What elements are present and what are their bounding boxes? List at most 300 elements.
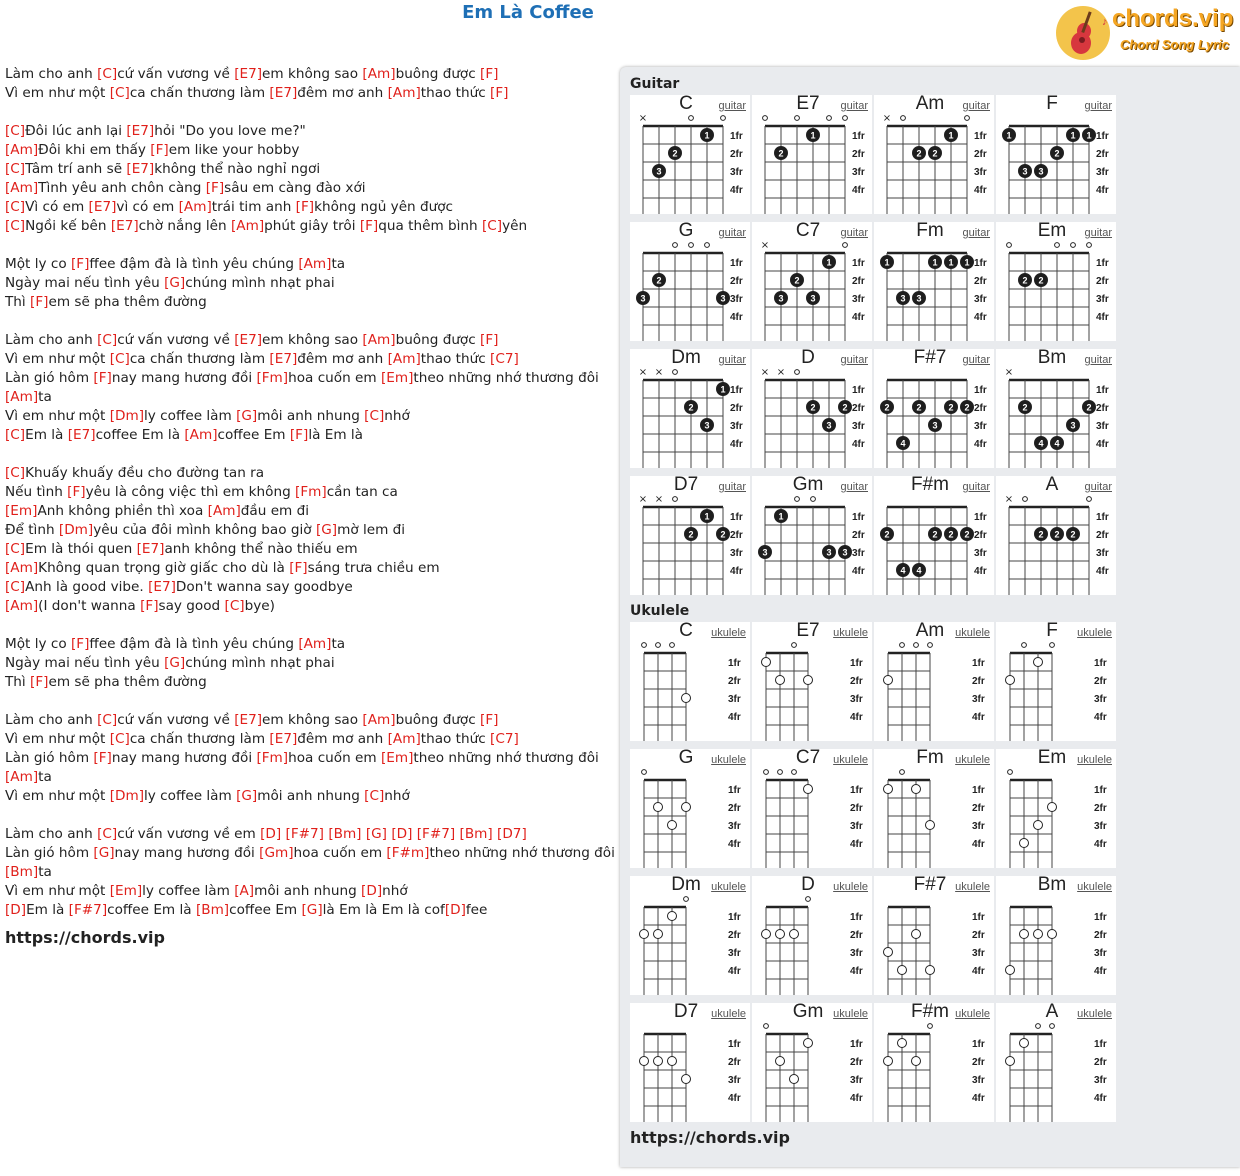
fret-number: 1fr [974, 512, 987, 523]
lyric-line [5, 407, 615, 426]
instrument-link[interactable]: guitar [718, 100, 746, 112]
fret-number: 3fr [728, 694, 741, 705]
chord-link[interactable]: [Fm] [295, 484, 327, 500]
chord-link[interactable]: [Am] [5, 598, 39, 614]
chord-link[interactable]: [Am] [298, 256, 332, 272]
instrument-link[interactable]: ukulele [1077, 881, 1112, 893]
chord-link[interactable]: [Am] [362, 332, 396, 348]
chord-name: Am [915, 93, 945, 114]
ukulele-chord-card[interactable] [996, 749, 1116, 868]
fret-number: 1fr [1096, 385, 1109, 396]
instrument-link[interactable]: ukulele [711, 881, 746, 893]
chord-link[interactable]: [F] [93, 750, 112, 766]
instrument-link[interactable]: guitar [718, 354, 746, 366]
finger-number: 2 [884, 529, 890, 540]
finger-number: 2 [656, 275, 662, 286]
instrument-link[interactable]: ukulele [833, 754, 868, 766]
fret-number: 2fr [1094, 803, 1107, 814]
chord-link[interactable]: [C7] [490, 351, 519, 367]
fret-number: 4fr [852, 566, 865, 577]
finger-number: 1 [810, 130, 816, 141]
chord-link[interactable]: [F] [490, 85, 509, 101]
finger-dot [668, 1057, 677, 1066]
lyric-text: cần tan ca [326, 484, 398, 500]
finger-number: 3 [916, 293, 922, 304]
finger-dot [912, 1057, 921, 1066]
chord-link[interactable]: [D] [391, 826, 413, 842]
chord-link[interactable]: [Bm] [195, 902, 230, 918]
ukulele-chord-card[interactable] [752, 622, 872, 741]
chord-link[interactable]: [F] [295, 199, 315, 215]
chord-link[interactable]: [D] [260, 826, 282, 842]
chord-link[interactable]: [Dm] [58, 522, 94, 538]
chord-link[interactable]: [Am] [5, 389, 39, 405]
chord-link[interactable]: [C] [97, 66, 118, 82]
lyric-text: môi anh nhung [257, 788, 365, 804]
open-string-icon [1036, 1024, 1041, 1029]
chord-link[interactable]: [E7] [234, 712, 263, 728]
chord-link[interactable]: [F] [67, 484, 86, 500]
finger-number: 2 [794, 275, 800, 286]
lyric-text: yên [502, 218, 528, 234]
finger-dot [668, 821, 677, 830]
ukulele-chord-card[interactable] [874, 622, 994, 741]
chord-link[interactable]: [F] [289, 427, 309, 443]
fret-number: 4fr [728, 966, 741, 977]
ukulele-chord-card[interactable] [874, 876, 994, 995]
chord-link[interactable]: [C] [109, 731, 130, 747]
guitar-chord-card[interactable] [874, 95, 994, 214]
chord-link[interactable]: [Am] [362, 712, 396, 728]
guitar-chord-card[interactable] [630, 95, 750, 214]
chord-link[interactable]: [E7] [126, 161, 155, 177]
finger-number: 2 [964, 402, 970, 413]
chord-link[interactable]: [G] [236, 408, 258, 424]
lyric-text: Anh là good vibe. [25, 579, 149, 595]
instrument-link[interactable]: ukulele [833, 881, 868, 893]
guitar-chord-card[interactable] [752, 349, 872, 468]
fret-number: 2fr [730, 530, 743, 541]
chord-link[interactable]: [Am] [178, 199, 212, 215]
chord-link[interactable]: [Em] [380, 370, 414, 386]
instrument-link[interactable]: ukulele [1077, 1008, 1112, 1020]
chord-link[interactable]: [Am] [207, 503, 241, 519]
instrument-link[interactable]: ukulele [833, 627, 868, 639]
open-string-icon [763, 116, 768, 121]
muted-string-icon: × [882, 113, 892, 124]
chord-link[interactable]: [Fm] [256, 750, 289, 766]
instrument-link[interactable]: ukulele [1077, 754, 1112, 766]
guitar-chord-card[interactable] [874, 349, 994, 468]
chord-link[interactable]: [Bm] [459, 826, 493, 842]
instrument-link[interactable]: guitar [1084, 481, 1112, 493]
fret-number: 3fr [852, 548, 865, 559]
fret-number: 3fr [728, 821, 741, 832]
chord-link[interactable]: [F#7] [416, 826, 456, 842]
chord-link[interactable]: [F#7] [285, 826, 324, 842]
chord-link[interactable]: [C] [5, 541, 26, 557]
finger-number: 2 [932, 148, 938, 159]
chord-link[interactable]: [Em] [380, 750, 414, 766]
chord-diagram [752, 476, 872, 595]
finger-number: 4 [900, 565, 906, 576]
lyric-line [5, 274, 615, 293]
chord-name: F#m [911, 474, 949, 495]
chord-link[interactable]: [Bm] [328, 826, 362, 842]
guitar-chord-card[interactable] [996, 95, 1116, 214]
finger-dot [654, 1057, 663, 1066]
chord-link[interactable]: [Fm] [256, 370, 289, 386]
guitar-section-label: Guitar [630, 76, 680, 92]
lyric-text: Vì em như một [5, 351, 110, 367]
chord-link[interactable]: [E7] [148, 579, 176, 595]
open-string-icon [1087, 497, 1092, 502]
chord-link[interactable]: [E7] [88, 199, 117, 215]
fret-number: 2fr [1094, 930, 1107, 941]
instrument-link[interactable]: guitar [840, 100, 868, 112]
chord-link[interactable]: [F] [30, 674, 49, 690]
guitar-chord-card[interactable] [996, 476, 1116, 595]
fret-number: 3fr [972, 821, 985, 832]
fret-number: 1fr [1094, 658, 1107, 669]
fret-number: 1fr [972, 658, 985, 669]
chord-link[interactable]: [C] [5, 199, 26, 215]
chord-link[interactable]: [G] [365, 826, 387, 842]
chord-panel [620, 67, 1240, 1167]
ukulele-chord-card[interactable] [874, 1003, 994, 1122]
chord-name: Gm [792, 1001, 824, 1022]
muted-string-icon: × [1004, 494, 1014, 505]
chord-link[interactable]: [D7] [497, 826, 527, 842]
chord-link[interactable]: [F] [480, 712, 499, 728]
fret-number: 2fr [1094, 1057, 1107, 1068]
chord-diagram [874, 95, 994, 214]
blank-line [5, 103, 615, 122]
chord-link[interactable]: [Am] [5, 769, 39, 785]
chord-link[interactable]: [Dm] [109, 408, 145, 424]
lyric-line [5, 597, 615, 616]
chord-link[interactable]: [F] [289, 560, 308, 576]
chord-name: C7 [795, 747, 821, 768]
chord-link[interactable]: [G] [93, 845, 115, 861]
fret-number: 4fr [1094, 966, 1107, 977]
chord-link[interactable]: [F] [150, 142, 169, 158]
guitar-chord-card[interactable] [996, 222, 1116, 341]
instrument-link[interactable]: ukulele [955, 754, 990, 766]
instrument-link[interactable]: guitar [718, 227, 746, 239]
fret-number: 3fr [1096, 421, 1109, 432]
instrument-link[interactable]: ukulele [833, 1008, 868, 1020]
instrument-link[interactable]: ukulele [711, 1008, 746, 1020]
chord-link[interactable]: [C] [364, 408, 385, 424]
chord-link[interactable]: [E7] [269, 85, 298, 101]
chord-link[interactable]: [Am] [362, 66, 396, 82]
open-string-icon [900, 643, 905, 648]
chord-link[interactable]: [E7] [269, 731, 298, 747]
finger-dot [776, 1057, 785, 1066]
chord-link[interactable]: [Em] [109, 883, 143, 899]
chord-link[interactable]: [E7] [234, 66, 263, 82]
blank-line [5, 616, 615, 635]
instrument-link[interactable]: ukulele [955, 627, 990, 639]
chord-link[interactable]: [G] [315, 522, 338, 538]
finger-dot [804, 1039, 813, 1048]
instrument-link[interactable]: guitar [840, 354, 868, 366]
chord-link[interactable]: [C] [5, 161, 26, 177]
instrument-link[interactable]: ukulele [955, 1008, 990, 1020]
fret-number: 3fr [1094, 948, 1107, 959]
chord-link[interactable]: [F#7] [68, 902, 108, 918]
open-string-icon [721, 116, 726, 121]
lyric-line [5, 882, 615, 901]
chord-link[interactable]: [E7] [136, 541, 165, 557]
lyric-text: nhớ [382, 883, 408, 899]
fret-number: 3fr [974, 294, 987, 305]
guitar-chord-card[interactable] [752, 222, 872, 341]
finger-dot [776, 676, 785, 685]
instrument-link[interactable]: guitar [962, 481, 990, 493]
finger-dot [1020, 1039, 1029, 1048]
chord-link[interactable]: [C] [97, 826, 118, 842]
chord-link[interactable]: [A] [234, 883, 255, 899]
chord-link[interactable]: [D] [5, 902, 27, 918]
open-string-icon [806, 897, 811, 902]
chord-link[interactable]: [F#m] [386, 845, 430, 861]
finger-number: 2 [932, 529, 938, 540]
ukulele-chord-card[interactable] [996, 876, 1116, 995]
chord-link[interactable]: [F] [205, 180, 225, 196]
chord-link[interactable]: [Am] [298, 636, 332, 652]
instrument-link[interactable]: guitar [718, 481, 746, 493]
chord-link[interactable]: [C] [97, 712, 118, 728]
instrument-link[interactable]: guitar [1084, 227, 1112, 239]
lyric-text: theo những nhớ thương đôi [413, 750, 599, 766]
guitar-chord-card[interactable] [996, 349, 1116, 468]
finger-dot [884, 676, 893, 685]
chord-name: Dm [671, 347, 701, 368]
chord-link[interactable]: [G] [164, 275, 186, 291]
chord-link[interactable]: [F] [480, 66, 499, 82]
chord-link[interactable]: [C] [5, 218, 26, 234]
lyric-text: Làn gió hôm [5, 845, 94, 861]
finger-dot [1020, 930, 1029, 939]
finger-dot [926, 966, 935, 975]
guitar-chord-card[interactable] [630, 349, 750, 468]
guitar-chord-card[interactable] [874, 476, 994, 595]
chord-link[interactable]: [C] [109, 85, 130, 101]
finger-number: 3 [762, 547, 768, 558]
chord-link[interactable]: [F] [30, 294, 49, 310]
lyric-line [5, 559, 615, 578]
finger-dot [1006, 966, 1015, 975]
chord-name: A [1045, 474, 1059, 495]
finger-number: 2 [916, 148, 922, 159]
finger-dot [1006, 676, 1015, 685]
lyric-text: là Em là Em là cof [322, 902, 445, 918]
song-title: Em Là Coffee [462, 2, 594, 23]
chord-link[interactable]: [Am] [387, 351, 421, 367]
lyrics-url[interactable]: https://chords.vip [5, 928, 165, 947]
finger-number: 3 [704, 420, 710, 431]
fret-number: 2fr [730, 149, 743, 160]
chord-link[interactable]: [C] [5, 427, 26, 443]
lyric-text: Em là thói quen [25, 541, 137, 557]
lyric-line [5, 711, 615, 730]
lyric-line [5, 122, 615, 141]
site-logo[interactable] [1054, 3, 1234, 63]
chord-link[interactable]: [Am] [184, 427, 218, 443]
finger-dot [1048, 930, 1057, 939]
chord-link[interactable]: [F] [140, 598, 159, 614]
chord-link[interactable]: [G] [301, 902, 323, 918]
open-string-icon [1087, 243, 1092, 248]
lyric-text: ly coffee làm [144, 408, 237, 424]
chord-link[interactable]: [Bm] [5, 864, 39, 880]
chord-link[interactable]: [Am] [5, 142, 39, 158]
instrument-link[interactable]: guitar [962, 354, 990, 366]
chord-link[interactable]: [C] [5, 579, 26, 595]
ukulele-chord-card[interactable] [630, 876, 750, 995]
ukulele-chord-card[interactable] [630, 749, 750, 868]
chord-link[interactable]: [C] [224, 598, 245, 614]
guitar-chord-card[interactable] [752, 95, 872, 214]
instrument-link[interactable]: guitar [1084, 354, 1112, 366]
lyric-line [5, 502, 615, 521]
ukulele-chord-card[interactable] [630, 1003, 750, 1122]
ukulele-chord-card[interactable] [996, 622, 1116, 741]
chord-link[interactable]: [G] [236, 788, 258, 804]
finger-dot [762, 930, 771, 939]
chord-link[interactable]: [F] [480, 332, 499, 348]
chord-link[interactable]: [E7] [110, 218, 139, 234]
lyric-line [5, 331, 615, 350]
finger-dot [804, 676, 813, 685]
open-string-icon [670, 643, 675, 648]
fret-number: 4fr [1096, 185, 1109, 196]
lyric-text: ly coffee làm [144, 788, 237, 804]
chord-link[interactable]: [E7] [234, 332, 263, 348]
chord-link[interactable]: [D] [361, 883, 383, 899]
instrument-link[interactable]: guitar [962, 227, 990, 239]
instrument-link[interactable]: ukulele [711, 627, 746, 639]
finger-number: 1 [720, 384, 726, 395]
lyric-line [5, 369, 615, 388]
fret-number: 4fr [850, 839, 863, 850]
lyric-text: Một ly co [5, 256, 71, 272]
ukulele-chord-card[interactable] [996, 1003, 1116, 1122]
instrument-link[interactable]: guitar [1084, 100, 1112, 112]
instrument-link[interactable]: guitar [840, 481, 868, 493]
fret-number: 3fr [850, 948, 863, 959]
lyric-text: thao thức [420, 85, 491, 101]
ukulele-chord-card[interactable] [752, 876, 872, 995]
guitar-chord-card[interactable] [752, 476, 872, 595]
instrument-link[interactable]: ukulele [711, 754, 746, 766]
chord-link[interactable]: [D] [444, 902, 466, 918]
fret-number: 2fr [728, 803, 741, 814]
chord-diagram [996, 349, 1116, 468]
instrument-link[interactable]: guitar [962, 100, 990, 112]
fret-number: 4fr [728, 839, 741, 850]
chord-link[interactable]: [Gm] [259, 845, 294, 861]
lyric-text: Vì em như một [5, 408, 110, 424]
fret-number: 3fr [852, 294, 865, 305]
fret-number: 2fr [972, 930, 985, 941]
finger-dot [668, 912, 677, 921]
open-string-icon [965, 116, 970, 121]
chord-link[interactable]: [Am] [5, 180, 39, 196]
ukulele-chord-card[interactable] [874, 749, 994, 868]
open-string-icon [689, 116, 694, 121]
lyric-text: Tình yêu anh chôn càng [38, 180, 206, 196]
chord-link[interactable]: [C] [481, 218, 503, 234]
chord-link[interactable]: [Em] [5, 503, 38, 519]
chord-link[interactable]: [Am] [387, 85, 421, 101]
ukulele-chord-card[interactable] [752, 1003, 872, 1122]
fret-number: 3fr [974, 548, 987, 559]
chord-link[interactable]: [G] [164, 655, 186, 671]
chord-link[interactable]: [C] [97, 332, 118, 348]
chord-link[interactable]: [E7] [67, 427, 96, 443]
fret-number: 1fr [850, 785, 863, 796]
fret-number: 4fr [974, 312, 987, 323]
chord-link[interactable]: [C7] [490, 731, 519, 747]
chord-diagram [874, 1003, 994, 1122]
chord-link[interactable]: [C] [5, 465, 26, 481]
chord-link[interactable]: [Am] [387, 731, 421, 747]
chord-link[interactable]: [E7] [126, 123, 155, 139]
lyric-text: coffee Em là [107, 902, 196, 918]
lyric-text: coffee Em là [95, 427, 185, 443]
chord-link[interactable]: [E7] [269, 351, 298, 367]
ukulele-chord-card[interactable] [752, 749, 872, 868]
fret-number: 1fr [974, 258, 987, 269]
open-string-icon [843, 116, 848, 121]
panel-url[interactable]: https://chords.vip [630, 1128, 790, 1147]
chord-link[interactable]: [F] [93, 370, 112, 386]
lyric-text: vì có em [116, 199, 179, 215]
chord-link[interactable]: [Dm] [109, 788, 145, 804]
lyric-text: anh không thể nào thiếu em [164, 541, 358, 557]
guitar-chord-card[interactable] [630, 476, 750, 595]
lyric-text: sâu em càng đào xới [224, 180, 366, 196]
chord-link[interactable]: [C] [5, 123, 26, 139]
instrument-link[interactable]: guitar [840, 227, 868, 239]
guitar-chord-card[interactable] [630, 222, 750, 341]
chord-link[interactable]: [Am] [5, 560, 39, 576]
fret-number: 2fr [730, 403, 743, 414]
instrument-link[interactable]: ukulele [955, 881, 990, 893]
chord-link[interactable]: [C] [364, 788, 385, 804]
chord-link[interactable]: [C] [109, 351, 130, 367]
instrument-link[interactable]: ukulele [1077, 627, 1112, 639]
chord-diagram [630, 749, 750, 868]
finger-number: 2 [1054, 529, 1060, 540]
chord-link[interactable]: [F] [70, 636, 90, 652]
finger-number: 2 [672, 148, 678, 159]
chord-link[interactable]: [Am] [231, 218, 265, 234]
chord-name: E7 [796, 620, 820, 641]
guitar-chord-card[interactable] [874, 222, 994, 341]
lyric-text: chờ nắng lên [138, 218, 231, 234]
chord-link[interactable]: [F] [359, 218, 379, 234]
blank-line [5, 806, 615, 825]
ukulele-chord-card[interactable] [630, 622, 750, 741]
lyric-text: Ngày mai nếu tình yêu [5, 275, 165, 291]
chord-link[interactable]: [F] [70, 256, 90, 272]
lyric-text: Làm cho anh [5, 826, 98, 842]
chord-diagram [874, 876, 994, 995]
